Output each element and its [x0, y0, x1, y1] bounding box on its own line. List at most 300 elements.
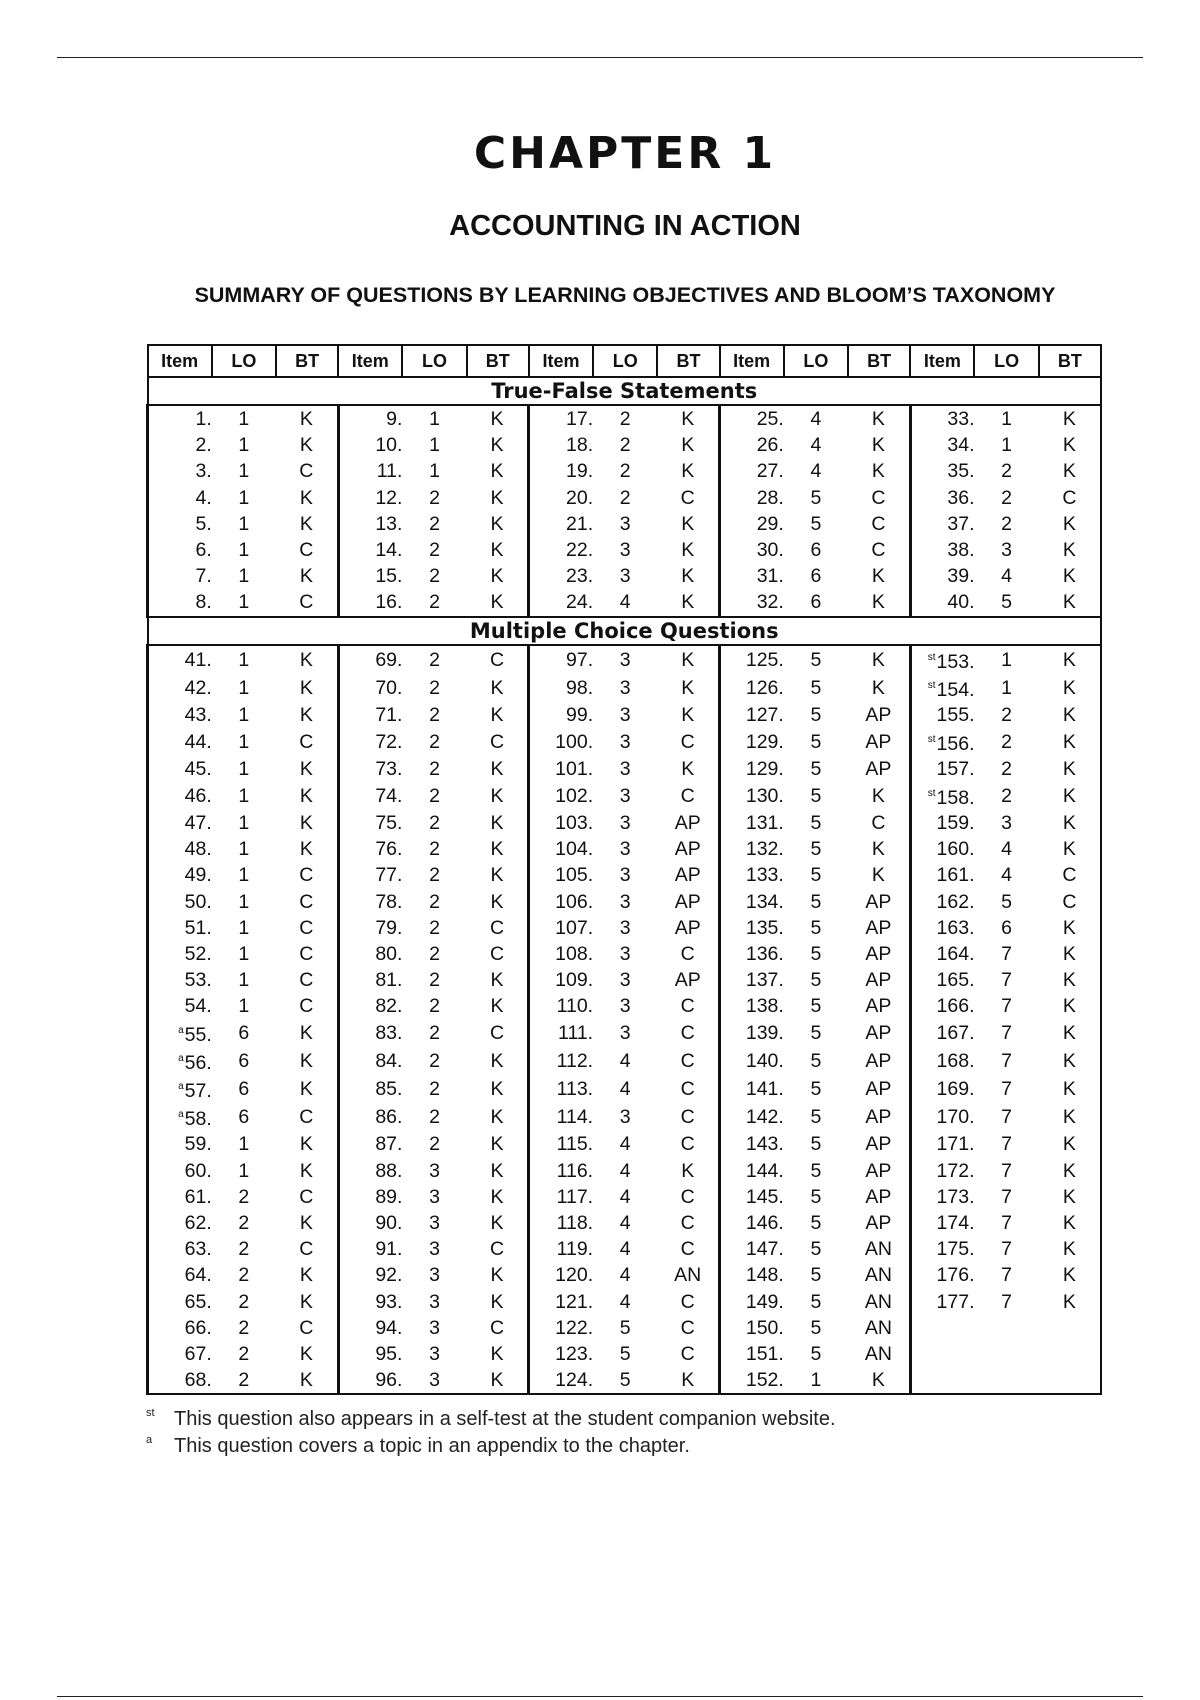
lo-cell: 1	[238, 995, 250, 1018]
lo-cell: 2	[429, 1078, 440, 1101]
lo-cell: 5	[810, 1159, 822, 1182]
bt-cell: K	[299, 1342, 313, 1365]
bt-cell: AP	[865, 1050, 892, 1073]
bt-cell: C	[871, 539, 886, 562]
bt-cell: C	[299, 1106, 314, 1129]
bt-cell: K	[1039, 458, 1101, 484]
lo-cell: 4	[810, 434, 822, 457]
section-title: Multiple Choice Questions	[148, 617, 1102, 645]
lo-cell: 1	[238, 648, 250, 671]
column-header-item: Item	[338, 345, 402, 377]
table-row	[148, 1262, 1102, 1288]
lo-cell: 5	[810, 1316, 822, 1339]
lo-cell: 1	[238, 811, 250, 834]
table-row	[148, 589, 1102, 616]
item-cell: 126.	[720, 674, 784, 702]
bt-cell: K	[299, 1212, 313, 1235]
bt-cell: AP	[674, 864, 701, 887]
bt-cell: C	[680, 1290, 695, 1313]
footnote	[146, 1433, 836, 1460]
lo-cell: 2	[429, 648, 440, 671]
lo-cell: 3	[429, 1316, 440, 1339]
lo-cell: 2	[429, 890, 440, 913]
item-cell: 97.	[529, 645, 593, 674]
bt-cell: C	[299, 1185, 314, 1208]
lo-cell: 4	[593, 589, 657, 616]
item-cell: 77.	[338, 862, 402, 888]
bt-cell: C	[680, 784, 695, 807]
lo-cell: 7	[1001, 1050, 1013, 1073]
bt-cell: C	[489, 730, 505, 753]
bt-cell: K	[490, 539, 504, 562]
lo-cell: 2	[429, 512, 440, 535]
item-cell: 20.	[529, 485, 593, 511]
bt-cell: K	[299, 1022, 313, 1045]
bt-cell: K	[1039, 432, 1101, 458]
item-cell: 92.	[338, 1262, 402, 1288]
item-cell: 33.	[910, 405, 974, 432]
item-cell: 62.	[148, 1210, 212, 1236]
bt-cell: K	[1039, 1158, 1101, 1184]
item-cell: 124.	[529, 1367, 593, 1394]
table-row	[148, 1236, 1102, 1262]
column-header-item: Item	[529, 345, 593, 377]
item-cell: 18.	[529, 432, 593, 458]
item-cell: 144.	[720, 1158, 784, 1184]
bt-cell: K	[681, 434, 695, 457]
bt-cell: AP	[674, 811, 701, 834]
lo-cell: 2	[238, 1290, 250, 1313]
item-cell: 165.	[910, 967, 974, 993]
bt-cell: C	[299, 969, 314, 992]
lo-cell: 3	[619, 864, 631, 887]
lo-cell: 3	[1001, 539, 1013, 562]
lo-cell: 5	[810, 1133, 822, 1156]
bt-cell: K	[490, 1264, 504, 1287]
bt-cell: K	[681, 703, 695, 726]
item-cell: 54.	[148, 993, 212, 1019]
item-cell: 47.	[148, 810, 212, 836]
item-cell: 117.	[529, 1184, 593, 1210]
item-cell: 80.	[338, 941, 402, 967]
table-row	[148, 915, 1102, 941]
item-cell: 43.	[148, 702, 212, 728]
lo-cell: 3	[619, 811, 631, 834]
bt-cell: AP	[865, 890, 892, 913]
bt-cell: C	[871, 811, 886, 834]
lo-cell: 1	[1001, 648, 1013, 671]
bt-cell: K	[276, 1367, 338, 1394]
item-cell: 113.	[529, 1075, 593, 1103]
item-cell: 70.	[338, 674, 402, 702]
item-cell: 41.	[148, 645, 212, 674]
item-cell	[910, 1341, 974, 1367]
lo-cell: 3	[619, 757, 631, 780]
lo-cell: 2	[429, 784, 440, 807]
item-cell: 40.	[910, 589, 974, 616]
item-cell: 30.	[720, 537, 784, 563]
item-cell: 78.	[338, 888, 402, 914]
item-cell: 51.	[148, 915, 212, 941]
item-cell: 169.	[910, 1075, 974, 1103]
lo-cell: 2	[238, 1342, 250, 1365]
lo-cell: 3	[619, 1022, 631, 1045]
item-cell: $^a$57.	[148, 1075, 212, 1103]
item-cell: 79.	[338, 915, 402, 941]
bt-cell: K	[848, 589, 910, 616]
lo-cell: 2	[238, 1212, 250, 1235]
lo-cell: 1	[238, 838, 250, 861]
item-cell: 87.	[338, 1131, 402, 1157]
table-row	[148, 485, 1102, 511]
item-cell: 13.	[338, 511, 402, 537]
bt-cell: AP	[865, 1185, 892, 1208]
bt-cell	[1039, 1367, 1101, 1394]
item-cell: 44.	[148, 728, 212, 756]
lo-cell: 6	[238, 1050, 250, 1073]
bt-cell: K	[1039, 511, 1101, 537]
item-cell: 173.	[910, 1184, 974, 1210]
item-cell: 175.	[910, 1236, 974, 1262]
bt-cell: C	[489, 1022, 505, 1045]
lo-cell: 5	[810, 942, 822, 965]
item-cell: 37.	[910, 511, 974, 537]
bt-cell: AP	[674, 969, 701, 992]
item-cell: 11.	[338, 458, 402, 484]
lo-cell: 5	[810, 730, 822, 753]
bt-cell: K	[1039, 405, 1101, 432]
lo-cell: 2	[1001, 512, 1013, 535]
bt-cell: K	[1039, 563, 1101, 589]
lo-cell: 3	[619, 730, 631, 753]
bt-cell: K	[299, 408, 313, 431]
lo-cell: 3	[619, 942, 631, 965]
bt-cell: K	[871, 565, 885, 588]
table-row	[148, 1289, 1102, 1315]
item-cell: 146.	[720, 1210, 784, 1236]
item-cell: 137.	[720, 967, 784, 993]
lo-cell: 7	[1001, 1106, 1013, 1129]
lo-cell: 5	[810, 1050, 822, 1073]
bt-cell: K	[1039, 1236, 1101, 1262]
item-cell: 82.	[338, 993, 402, 1019]
bt-cell: AN	[864, 1238, 892, 1261]
lo-cell: 2	[429, 486, 440, 509]
lo-cell: 5	[810, 486, 822, 509]
lo-cell: 7	[1001, 1022, 1013, 1045]
bt-cell: C	[489, 648, 505, 671]
item-cell: 166.	[910, 993, 974, 1019]
bt-cell: K	[681, 676, 695, 699]
lo-cell: 2	[429, 942, 440, 965]
lo-cell: 2	[429, 969, 440, 992]
bt-cell: K	[299, 434, 313, 457]
lo-cell: 2	[429, 995, 440, 1018]
lo-cell: 3	[619, 838, 631, 861]
item-cell: 118.	[529, 1210, 593, 1236]
bt-cell: K	[490, 1133, 504, 1156]
bt-cell: C	[871, 486, 886, 509]
bt-cell: K	[871, 838, 885, 861]
bt-cell: K	[490, 890, 504, 913]
bt-cell: K	[681, 757, 695, 780]
item-cell: 163.	[910, 915, 974, 941]
bt-cell: K	[490, 1078, 504, 1101]
footnote	[146, 1406, 836, 1433]
bt-cell: C	[680, 1185, 695, 1208]
item-cell: 104.	[529, 836, 593, 862]
item-cell: $^{st}$158.	[910, 782, 974, 810]
item-cell: 10.	[338, 432, 402, 458]
column-header-lo: LO	[212, 345, 276, 377]
item-cell: 89.	[338, 1184, 402, 1210]
item-cell: 69.	[338, 645, 402, 674]
item-cell: 28.	[720, 485, 784, 511]
table-body	[148, 377, 1102, 1394]
lo-cell: 5	[810, 784, 822, 807]
lo-cell	[974, 1341, 1038, 1367]
footnote-marker: a	[178, 1109, 184, 1121]
bt-cell: K	[490, 864, 504, 887]
bt-cell: K	[871, 408, 885, 431]
bt-cell: AP	[865, 942, 892, 965]
item-cell: 140.	[720, 1047, 784, 1075]
table-row	[148, 888, 1102, 914]
item-cell: 83.	[338, 1019, 402, 1047]
item-cell: 170.	[910, 1103, 974, 1131]
bt-cell: K	[871, 864, 885, 887]
bt-cell: C	[680, 942, 695, 965]
item-cell: 26.	[720, 432, 784, 458]
lo-cell: 2	[429, 838, 440, 861]
bt-cell: AN	[864, 1264, 892, 1287]
lo-cell: 7	[1001, 1264, 1013, 1287]
lo-cell: 4	[810, 460, 822, 483]
table-row	[148, 537, 1102, 563]
lo-cell: 1	[238, 942, 250, 965]
column-header-bt: BT	[467, 345, 529, 377]
lo-cell: 2	[402, 589, 466, 616]
lo-cell: 1	[1001, 408, 1013, 431]
chapter-title: CHAPTER 1	[473, 128, 777, 179]
bt-cell: AP	[865, 757, 892, 780]
lo-cell: 2	[429, 565, 440, 588]
item-cell: $^a$56.	[148, 1047, 212, 1075]
lo-cell: 5	[810, 838, 822, 861]
lo-cell: 6	[238, 1022, 250, 1045]
item-cell: 98.	[529, 674, 593, 702]
lo-cell: 5	[810, 512, 822, 535]
bt-cell: K	[299, 1290, 313, 1313]
bt-cell: C	[680, 1316, 695, 1339]
bt-cell: K	[490, 1290, 504, 1313]
table-row	[148, 702, 1102, 728]
lo-cell: 2	[238, 1185, 250, 1208]
item-cell: 86.	[338, 1103, 402, 1131]
item-cell: 159.	[910, 810, 974, 836]
lo-cell: 2	[1001, 460, 1013, 483]
bt-cell: C	[489, 916, 505, 939]
item-cell: 122.	[529, 1315, 593, 1341]
lo-cell: 1	[238, 864, 250, 887]
lo-cell: 1	[238, 784, 250, 807]
table-row	[148, 511, 1102, 537]
item-cell: 147.	[720, 1236, 784, 1262]
bt-cell: K	[1039, 674, 1101, 702]
lo-cell: 1	[238, 486, 250, 509]
table-row	[148, 432, 1102, 458]
lo-cell: 4	[619, 1078, 631, 1101]
footnote-marker: a	[178, 1053, 184, 1065]
bt-cell: AP	[865, 969, 892, 992]
bt-cell: K	[657, 1367, 719, 1394]
column-header-bt: BT	[657, 345, 719, 377]
lo-cell: 2	[1001, 703, 1013, 726]
lo-cell: 5	[810, 703, 822, 726]
lo-cell: 5	[810, 1185, 822, 1208]
section-header-row	[148, 377, 1102, 405]
lo-cell: 2	[429, 864, 440, 887]
item-cell: 145.	[720, 1184, 784, 1210]
item-cell: 68.	[148, 1367, 212, 1394]
item-cell: 129.	[720, 728, 784, 756]
lo-cell: 7	[1001, 1290, 1013, 1313]
bt-cell: AP	[674, 838, 701, 861]
bt-cell: K	[1039, 1289, 1101, 1315]
lo-cell: 3	[619, 512, 631, 535]
bt-cell: K	[299, 838, 313, 861]
lo-cell: 4	[619, 1133, 631, 1156]
table-row	[148, 1184, 1102, 1210]
bt-cell: C	[680, 1212, 695, 1235]
table-row	[148, 1210, 1102, 1236]
lo-cell: 1	[238, 757, 250, 780]
item-cell: 94.	[338, 1315, 402, 1341]
lo-cell: 3	[429, 1264, 440, 1287]
item-cell: 96.	[338, 1367, 402, 1394]
item-cell: 7.	[148, 563, 212, 589]
table-row	[148, 1367, 1102, 1394]
bt-cell: C	[680, 1050, 695, 1073]
lo-cell: 7	[1001, 1133, 1013, 1156]
table-row	[148, 563, 1102, 589]
item-cell: 75.	[338, 810, 402, 836]
item-cell: $^{st}$153.	[910, 645, 974, 674]
footnote-text: This question also appears in a self-test at the student companion website.	[174, 1408, 836, 1430]
bt-cell: K	[490, 408, 504, 431]
item-cell: 12.	[338, 485, 402, 511]
lo-cell: 7	[1001, 995, 1013, 1018]
bt-cell: K	[871, 676, 885, 699]
lo-cell: 5	[1001, 890, 1013, 913]
lo-cell: 5	[619, 1342, 631, 1365]
lo-cell: 7	[1001, 1159, 1013, 1182]
item-cell: 161.	[910, 862, 974, 888]
bt-cell: K	[467, 1367, 529, 1394]
lo-cell: 2	[429, 916, 440, 939]
item-cell: 152.	[720, 1367, 784, 1394]
table-row	[148, 993, 1102, 1019]
item-cell: 123.	[529, 1341, 593, 1367]
lo-cell: 6	[238, 1078, 250, 1101]
item-cell: 34.	[910, 432, 974, 458]
lo-cell: 1	[238, 512, 250, 535]
lo-cell: 7	[1001, 1078, 1013, 1101]
item-cell: 164.	[910, 941, 974, 967]
bt-cell: K	[490, 1159, 504, 1182]
lo-cell: 2	[429, 1106, 440, 1129]
bt-cell: K	[490, 486, 504, 509]
item-cell: 111.	[529, 1019, 593, 1047]
section-title: True-False Statements	[148, 377, 1102, 405]
lo-cell: 3	[619, 969, 631, 992]
table-row	[148, 1315, 1102, 1341]
item-cell: 3.	[148, 458, 212, 484]
bt-cell: C	[680, 1106, 695, 1129]
bt-cell: AP	[865, 1106, 892, 1129]
item-cell: 35.	[910, 458, 974, 484]
bt-cell: AP	[865, 916, 892, 939]
bt-cell: C	[489, 942, 505, 965]
lo-cell: 3	[429, 1290, 440, 1313]
bt-cell: K	[490, 1185, 504, 1208]
lo-cell: 5	[810, 890, 822, 913]
lo-cell: 1	[1001, 434, 1013, 457]
lo-cell: 5	[810, 995, 822, 1018]
bt-cell: K	[299, 565, 313, 588]
bt-cell: K	[490, 434, 504, 457]
bt-cell: K	[490, 676, 504, 699]
bt-cell: K	[299, 1133, 313, 1156]
item-cell: 4.	[148, 485, 212, 511]
bt-cell: K	[681, 460, 695, 483]
top-rule	[57, 57, 1143, 58]
table-row	[148, 836, 1102, 862]
table-row	[148, 782, 1102, 810]
header-row	[148, 345, 1102, 377]
lo-cell: 1	[238, 434, 250, 457]
item-cell: 174.	[910, 1210, 974, 1236]
lo-cell: 3	[429, 1159, 440, 1182]
lo-cell: 4	[1001, 864, 1013, 887]
bt-cell	[1039, 1341, 1101, 1367]
item-cell: 136.	[720, 941, 784, 967]
lo-cell: 2	[429, 811, 440, 834]
lo-cell: 6	[810, 539, 822, 562]
lo-cell: 5	[810, 757, 822, 780]
lo-cell: 1	[784, 1367, 848, 1394]
item-cell: 29.	[720, 511, 784, 537]
item-cell: 71.	[338, 702, 402, 728]
bt-cell: K	[1039, 967, 1101, 993]
bt-cell: K	[1039, 1262, 1101, 1288]
lo-cell: 1	[238, 730, 250, 753]
item-cell: 138.	[720, 993, 784, 1019]
lo-cell: 2	[619, 434, 631, 457]
table-row	[148, 1075, 1102, 1103]
bt-cell: K	[299, 1078, 313, 1101]
item-cell: 84.	[338, 1047, 402, 1075]
item-cell: 129.	[720, 756, 784, 782]
bt-cell: K	[1039, 1103, 1101, 1131]
bt-cell: K	[490, 995, 504, 1018]
bt-cell: K	[1039, 1131, 1101, 1157]
item-cell: 139.	[720, 1019, 784, 1047]
bottom-rule	[57, 1696, 1143, 1697]
table-row	[148, 1047, 1102, 1075]
bt-cell: K	[490, 757, 504, 780]
item-cell: 66.	[148, 1315, 212, 1341]
